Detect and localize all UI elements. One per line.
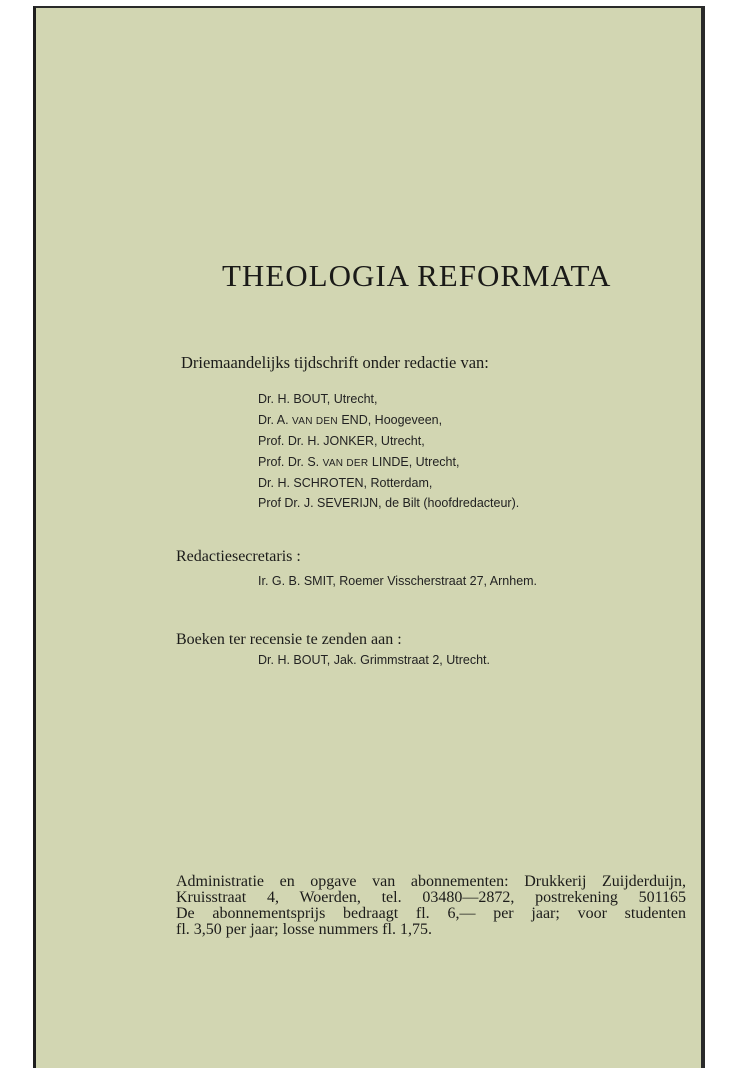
editor-name-particle: VAN DEN — [292, 416, 338, 427]
administration-line: fl. 3,50 per jaar; losse nummers fl. 1,75. — [176, 921, 432, 938]
editor-name: Prof Dr. J. SEVERIJN, de Bilt (hoofdredacteur). — [258, 496, 520, 510]
editor-line — [258, 392, 377, 406]
editor-line — [258, 434, 425, 448]
editor-line — [258, 496, 519, 510]
books-address: Dr. H. BOUT, Jak. Grimmstraat 2, Utrecht. — [258, 653, 490, 667]
editor-name-prefix: Dr. A. — [258, 413, 293, 427]
editor-name: Prof. Dr. H. JONKER, Utrecht, — [258, 434, 425, 448]
books-label: Boeken ter recensie te zenden aan : — [176, 631, 402, 648]
editorial-subtitle: Driemaandelijks tijdschrift onder redactie van: — [181, 353, 489, 372]
editor-line — [258, 455, 459, 469]
editor-line — [258, 476, 432, 490]
administration-line: Kruisstraat 4, Woerden, tel. 03480—2872, postrekening 501165 — [176, 889, 686, 906]
editor-name-suffix: END, Hoogeveen, — [337, 413, 443, 427]
editor-line — [258, 413, 442, 427]
secretary-label: Redactiesecretaris : — [176, 548, 301, 565]
editor-name-particle: VAN DER — [322, 458, 369, 469]
administration-line: De abonnementsprijs bedraagt fl. 6,— per jaar; voor studenten — [176, 905, 686, 922]
editor-name-prefix: Prof. Dr. S. — [258, 455, 323, 469]
administration-block — [176, 874, 686, 938]
editor-name: Dr. H. SCHROTEN, Rotterdam, — [258, 476, 433, 490]
editor-name-suffix: LINDE, Utrecht, — [368, 455, 460, 469]
administration-line: Administratie en opgave van abonnementen: Drukkerij Zuijderduijn, — [176, 873, 686, 890]
secretary-address: Ir. G. B. SMIT, Roemer Visscherstraat 27, Arnhem. — [258, 574, 538, 588]
editor-name: Dr. H. BOUT, Utrecht, — [258, 392, 378, 406]
journal-page — [33, 6, 705, 1068]
journal-title: THEOLOGIA REFORMATA — [222, 258, 612, 293]
